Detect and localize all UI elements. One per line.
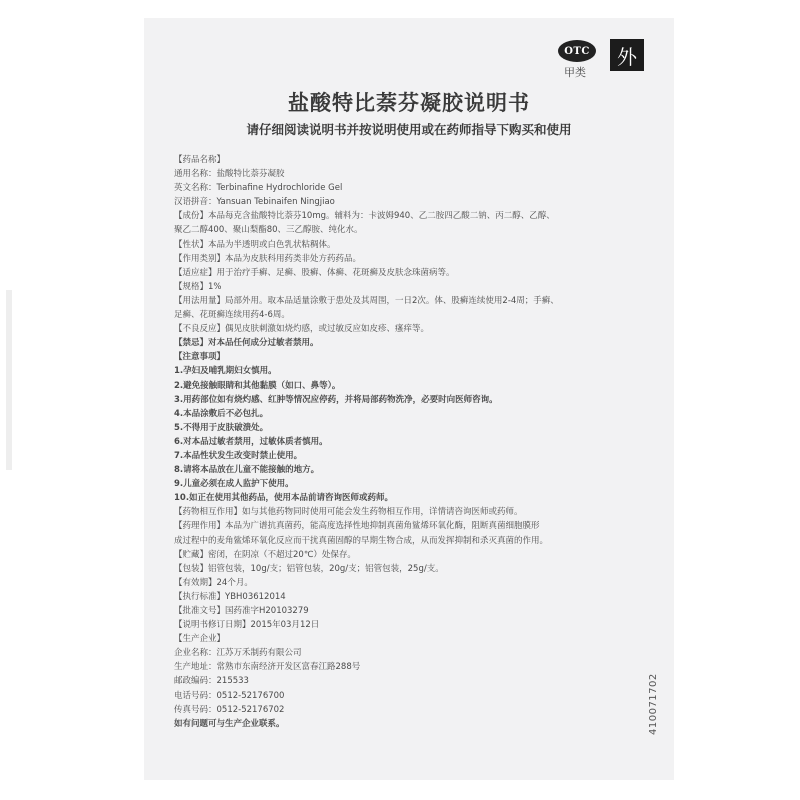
leaflet-line: 【药理作用】本品为广谱抗真菌药，能高度选择性地抑制真菌角鲨烯环氧化酶，阻断真菌细胞膜形 (174, 521, 540, 532)
leaflet-line: 6.对本品过敏者禁用，过敏体质者慎用。 (174, 436, 328, 447)
leaflet-line: 【用法用量】局部外用。取本品适量涂敷于患处及其周围，一日2次。体、股癣连续使用2-4周；手癣、 (174, 295, 559, 306)
leaflet-line: 传真号码：0512-52176702 (174, 704, 285, 715)
leaflet-line: 英文名称：Terbinafine Hydrochloride Gel (174, 183, 343, 194)
leaflet-line: 【不良反应】偶见皮肤刺激如烧灼感，或过敏反应如皮疹、瘙痒等。 (174, 324, 430, 335)
leaflet-line: 【有效期】24个月。 (174, 577, 253, 588)
leaflet-line: 【适应症】用于治疗手癣、足癣、股癣、体癣、花斑癣及皮肤念珠菌病等。 (174, 267, 455, 278)
leaflet-line: 7.本品性状发生改变时禁止使用。 (174, 450, 303, 461)
leaflet-line: 5.不得用于皮肤破溃处。 (174, 422, 269, 433)
leaflet-line: 【成份】本品每克含盐酸特比萘芬10mg。辅料为：卡波姆940、乙二胺四乙酸二钠、丙二醇、乙醇、 (174, 211, 555, 222)
external-use-badge: 外 (610, 39, 644, 71)
leaflet-line: 通用名称：盐酸特比萘芬凝胶 (174, 169, 285, 180)
otc-badge (558, 40, 596, 62)
leaflet-line: 【作用类别】本品为皮肤科用药类非处方药药品。 (174, 253, 362, 264)
document-title: 盐酸特比萘芬凝胶说明书 (288, 91, 530, 115)
leaflet-line: 4.本品涂敷后不必包扎。 (174, 408, 269, 419)
leaflet-line: 电话号码：0512-52176700 (174, 690, 285, 701)
edge-mark (6, 290, 12, 470)
otc-class-label: 甲类 (564, 66, 586, 79)
leaflet-line: 9.儿童必须在成人监护下使用。 (174, 479, 294, 490)
leaflet-line: 【禁忌】对本品任何成分过敏者禁用。 (174, 338, 319, 349)
leaflet-line: 【执行标准】YBH03612014 (174, 591, 286, 602)
otc-label: OTC (564, 45, 590, 57)
leaflet-line: 【批准文号】国药准字H20103279 (174, 606, 309, 616)
leaflet-line: 【注意事项】 (174, 352, 226, 363)
leaflet-line: 【药品名称】 (174, 155, 226, 165)
leaflet-line: 【贮藏】密闭，在阴凉（不超过20℃）处保存。 (174, 549, 356, 560)
leaflet-line: 成过程中的麦角鲨烯环氧化反应而干扰真菌固醇的早期生物合成，从而发挥抑制和杀灭真菌的作用。 (174, 535, 549, 546)
leaflet-line: 【生产企业】 (174, 634, 226, 645)
leaflet-line: 聚乙二醇400、聚山梨酯80、三乙醇胺、纯化水。 (174, 225, 363, 236)
leaflet-line: 8.请将本品放在儿童不能接触的地方。 (174, 465, 320, 476)
leaflet-line: 足癣、花斑癣连续用药4-6周。 (174, 310, 290, 321)
leaflet-line: 1.孕妇及哺乳期妇女慎用。 (174, 366, 277, 377)
document-subtitle: 请仔细阅读说明书并按说明使用或在药师指导下购买和使用 (246, 122, 572, 137)
leaflet-line: 生产地址：常熟市东南经济开发区富春江路288号 (174, 662, 361, 673)
leaflet-line: 3.用药部位如有烧灼感、红肿等情况应停药，并将局部药物洗净，必要时向医师咨询。 (174, 394, 498, 405)
leaflet-line: 邮政编码：215533 (174, 676, 249, 687)
leaflet-line: 【规格】1% (174, 281, 222, 292)
leaflet-line: 【药物相互作用】如与其他药物同时使用可能会发生药物相互作用，详情请咨询医师或药师。 (174, 507, 523, 518)
leaflet-line: 【包装】铝管包装，10g/支；铝管包装，20g/支；铝管包装，25g/支。 (174, 563, 444, 574)
leaflet-line: 如有问题可与生产企业联系。 (174, 718, 285, 729)
leaflet-line: 汉语拼音：Yansuan Tebinaifen Ningjiao (174, 197, 335, 208)
serial-number: 410071702 (648, 673, 659, 735)
leaflet-line: 10.如正在使用其他药品，使用本品前请咨询医师或药师。 (174, 493, 394, 504)
leaflet-line: 【性状】本品为半透明或白色乳状粘稠体。 (174, 239, 336, 250)
leaflet-line: 企业名称：江苏万禾制药有限公司 (174, 648, 302, 659)
leaflet-line: 2.避免接触眼睛和其他黏膜（如口、鼻等）。 (174, 380, 341, 391)
leaflet-body (174, 153, 652, 731)
leaflet-line: 【说明书修订日期】2015年03月12日 (174, 620, 320, 631)
